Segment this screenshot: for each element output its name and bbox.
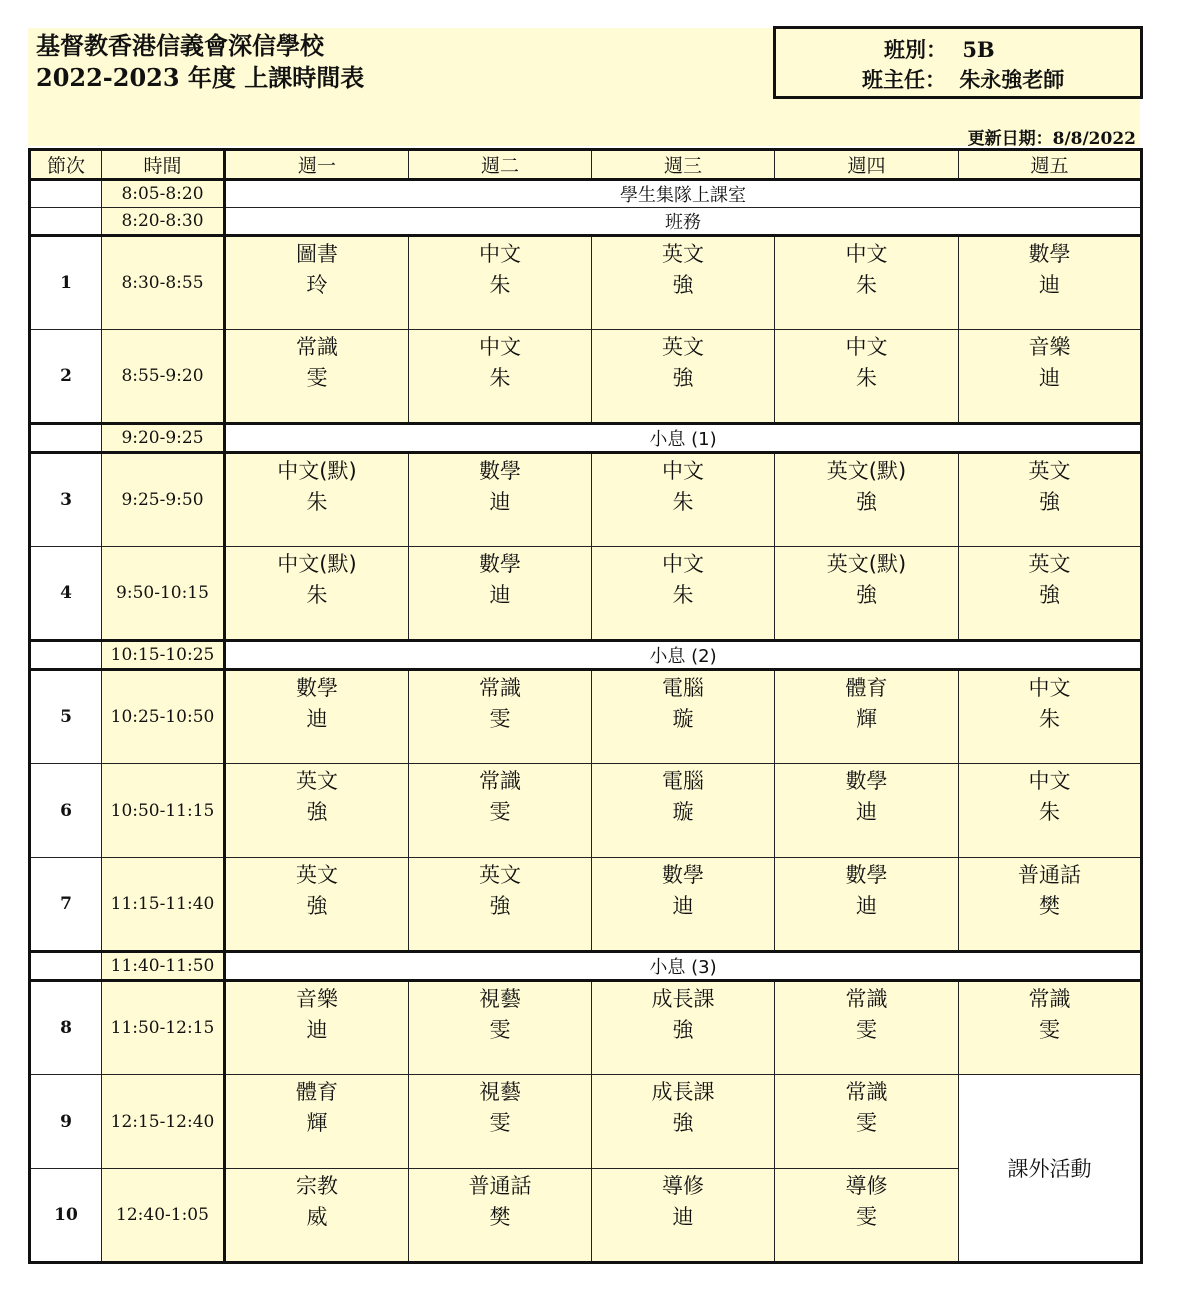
subject: 英文 [662,335,704,359]
teacher: 雯 [489,1111,511,1135]
period-row [30,858,1142,952]
banner-period [30,952,102,981]
lesson-cell [592,453,775,547]
period-row [30,330,1142,424]
period-number: 9 [30,1075,102,1169]
banner-text: 小息 (1) [225,424,1142,453]
teacher: 強 [1039,490,1060,514]
class-info-box [773,26,1143,99]
subject: 中文 [1028,769,1071,793]
teacher: 迪 [672,1205,694,1229]
teacher: 迪 [1039,273,1060,297]
teacher: 雯 [489,1018,511,1042]
teacher-label: 班主任： [862,67,946,92]
subject: 常識 [845,987,888,1011]
lesson-cell [959,236,1142,330]
banner-period [30,180,102,208]
school-name: 基督教香港信義會深信學校 [36,31,324,60]
subject: 英文 [479,863,521,887]
lesson-cell [775,453,959,547]
teacher: 朱 [489,273,511,297]
teacher: 雯 [856,1205,877,1229]
lesson-cell [592,670,775,764]
subject: 導修 [845,1174,888,1198]
subject: 英文 [296,769,338,793]
banner-time: 11:40-11:50 [102,952,225,981]
banner-row-break3 [30,952,1142,981]
period-time: 10:25-10:50 [102,670,225,764]
subject: 英文 [662,242,704,266]
lesson-cell [225,670,409,764]
subject: 電腦 [662,676,704,700]
subject: 英文 [296,863,338,887]
subject: 數學 [1028,242,1071,266]
subject: 導修 [662,1174,704,1198]
teacher: 雯 [1039,1018,1060,1042]
subject: 音樂 [1028,335,1071,359]
subject: 成長課 [651,1080,715,1104]
teacher: 強 [672,273,694,297]
lesson-cell [225,547,409,641]
lesson-cell [409,1075,592,1169]
teacher: 強 [489,894,511,918]
year-title: 2022-2023 年度 上課時間表 [36,63,365,92]
teacher: 強 [856,583,877,607]
subject: 英文(默) [826,459,907,483]
lesson-cell [592,1169,775,1263]
lesson-cell [775,330,959,424]
teacher: 朱 [306,583,328,607]
teacher: 樊 [1039,894,1060,918]
subject: 英文(默) [826,552,907,576]
teacher: 迪 [672,894,694,918]
subject: 中文 [845,242,888,266]
teacher: 強 [306,800,328,824]
period-number: 4 [30,547,102,641]
subject: 普通話 [468,1174,532,1198]
lesson-cell [409,547,592,641]
banner-text: 小息 (3) [225,952,1142,981]
lesson-cell [409,1169,592,1263]
lesson-cell [959,981,1142,1075]
teacher: 迪 [856,800,877,824]
period-number: 1 [30,236,102,330]
lesson-cell [775,1169,959,1263]
subject: 中文(默) [277,459,357,483]
teacher: 璇 [672,800,694,824]
lesson-cell [775,1075,959,1169]
lesson-cell [775,981,959,1075]
period-row [30,453,1142,547]
period-time: 10:50-11:15 [102,764,225,858]
subject: 宗教 [296,1174,338,1198]
teacher: 朱 [856,273,877,297]
teacher: 朱 [306,490,328,514]
banner-time: 9:20-9:25 [102,424,225,453]
teacher: 迪 [489,583,511,607]
period-time: 8:30-8:55 [102,236,225,330]
lesson-cell [959,330,1142,424]
teacher: 朱 [672,490,694,514]
lesson-cell [409,981,592,1075]
period-row [30,670,1142,764]
lesson-cell [775,236,959,330]
teacher: 迪 [306,1018,328,1042]
col-fri: 週五 [959,150,1142,180]
teacher: 強 [856,490,877,514]
lesson-cell [959,764,1142,858]
lesson-cell [592,858,775,952]
update-date: 更新日期：8/8/2022 [967,129,1136,149]
teacher: 迪 [489,490,511,514]
header-row [30,150,1142,180]
lesson-cell [409,858,592,952]
lesson-cell [775,858,959,952]
teacher: 雯 [856,1018,877,1042]
lesson-cell [592,1075,775,1169]
teacher: 強 [672,1111,694,1135]
lesson-cell [775,547,959,641]
lesson-cell [225,1169,409,1263]
period-number: 2 [30,330,102,424]
period-number: 3 [30,453,102,547]
teacher: 強 [672,366,694,390]
lesson-cell [409,453,592,547]
teacher: 強 [1039,583,1060,607]
lesson-cell [959,858,1142,952]
lesson-cell [409,670,592,764]
period-time: 9:50-10:15 [102,547,225,641]
lesson-cell [959,547,1142,641]
subject: 英文 [1028,552,1071,576]
banner-row-break1 [30,424,1142,453]
teacher: 輝 [856,707,877,731]
teacher-value: 朱永強老師 [959,67,1065,92]
lesson-cell [959,670,1142,764]
lesson-cell [225,1075,409,1169]
period-row [30,1075,1142,1169]
subject: 常識 [845,1080,888,1104]
lesson-cell [592,547,775,641]
banner-period [30,641,102,670]
period-number: 7 [30,858,102,952]
period-number: 8 [30,981,102,1075]
teacher: 朱 [672,583,694,607]
lesson-cell [225,858,409,952]
teacher: 輝 [306,1111,328,1135]
period-time: 8:55-9:20 [102,330,225,424]
banner-row-break2 [30,641,1142,670]
subject: 中文 [479,335,521,359]
subject: 中文 [479,242,521,266]
teacher: 威 [306,1205,328,1229]
banner-text: 小息 (2) [225,641,1142,670]
teacher: 雯 [489,707,511,731]
teacher: 璇 [672,707,694,731]
lesson-cell [225,330,409,424]
period-number: 6 [30,764,102,858]
lesson-cell [959,453,1142,547]
teacher: 朱 [1039,707,1060,731]
subject: 數學 [845,863,888,887]
subject: 常識 [479,676,521,700]
subject: 常識 [296,335,338,359]
teacher: 玲 [306,273,328,297]
teacher: 樊 [489,1205,511,1229]
subject: 圖書 [296,242,338,266]
subject: 中文 [1028,676,1071,700]
period-time: 12:15-12:40 [102,1075,225,1169]
period-time: 12:40-1:05 [102,1169,225,1263]
banner-time: 10:15-10:25 [102,641,225,670]
period-row [30,236,1142,330]
subject: 英文 [1028,459,1071,483]
lesson-cell [409,764,592,858]
teacher: 迪 [306,707,328,731]
page-title [36,30,364,94]
banner-period [30,208,102,236]
lesson-cell [225,236,409,330]
timetable [28,148,1143,1264]
subject: 普通話 [1018,863,1081,887]
lesson-cell [775,764,959,858]
lesson-cell [592,236,775,330]
col-thu: 週四 [775,150,959,180]
extracurricular-cell: 課外活動 [959,1075,1142,1263]
subject: 數學 [479,552,521,576]
teacher: 雯 [856,1111,877,1135]
subject: 視藝 [479,987,521,1011]
teacher: 朱 [489,366,511,390]
col-period: 節次 [30,150,102,180]
lesson-cell [409,330,592,424]
period-time: 11:15-11:40 [102,858,225,952]
subject: 音樂 [296,987,338,1011]
col-tue: 週二 [409,150,592,180]
banner-time: 8:05-8:20 [102,180,225,208]
subject: 數學 [662,863,704,887]
period-time: 9:25-9:50 [102,453,225,547]
subject: 數學 [296,676,338,700]
subject: 常識 [1028,987,1071,1011]
banner-text: 班務 [225,208,1142,236]
subject: 數學 [845,769,888,793]
lesson-cell [409,236,592,330]
lesson-cell [225,981,409,1075]
teacher: 強 [306,894,328,918]
lesson-cell [592,764,775,858]
banner-period [30,424,102,453]
period-number: 10 [30,1169,102,1263]
banner-time: 8:20-8:30 [102,208,225,236]
teacher: 迪 [856,894,877,918]
lesson-cell [592,981,775,1075]
period-number: 5 [30,670,102,764]
teacher: 強 [672,1018,694,1042]
teacher: 雯 [306,366,328,390]
period-row [30,547,1142,641]
subject: 常識 [479,769,521,793]
teacher: 雯 [489,800,511,824]
banner-row-class_duty [30,208,1142,236]
teacher: 朱 [1039,800,1060,824]
subject: 中文(默) [277,552,357,576]
teacher: 迪 [1039,366,1060,390]
subject: 中文 [845,335,888,359]
subject: 電腦 [662,769,704,793]
lesson-cell [775,670,959,764]
col-mon: 週一 [225,150,409,180]
lesson-cell [592,330,775,424]
period-row [30,981,1142,1075]
banner-text: 學生集隊上課室 [225,180,1142,208]
subject: 成長課 [651,987,715,1011]
subject: 中文 [662,459,704,483]
class-value: 5B [962,37,995,62]
col-wed: 週三 [592,150,775,180]
banner-row-assembly [30,180,1142,208]
subject: 中文 [662,552,704,576]
subject: 體育 [845,676,888,700]
col-time: 時間 [102,150,225,180]
subject: 視藝 [479,1080,521,1104]
period-time: 11:50-12:15 [102,981,225,1075]
subject: 數學 [479,459,521,483]
lesson-cell [225,453,409,547]
teacher: 朱 [856,366,877,390]
period-row [30,764,1142,858]
subject: 體育 [296,1080,338,1104]
lesson-cell [225,764,409,858]
class-label: 班別： [884,37,947,62]
